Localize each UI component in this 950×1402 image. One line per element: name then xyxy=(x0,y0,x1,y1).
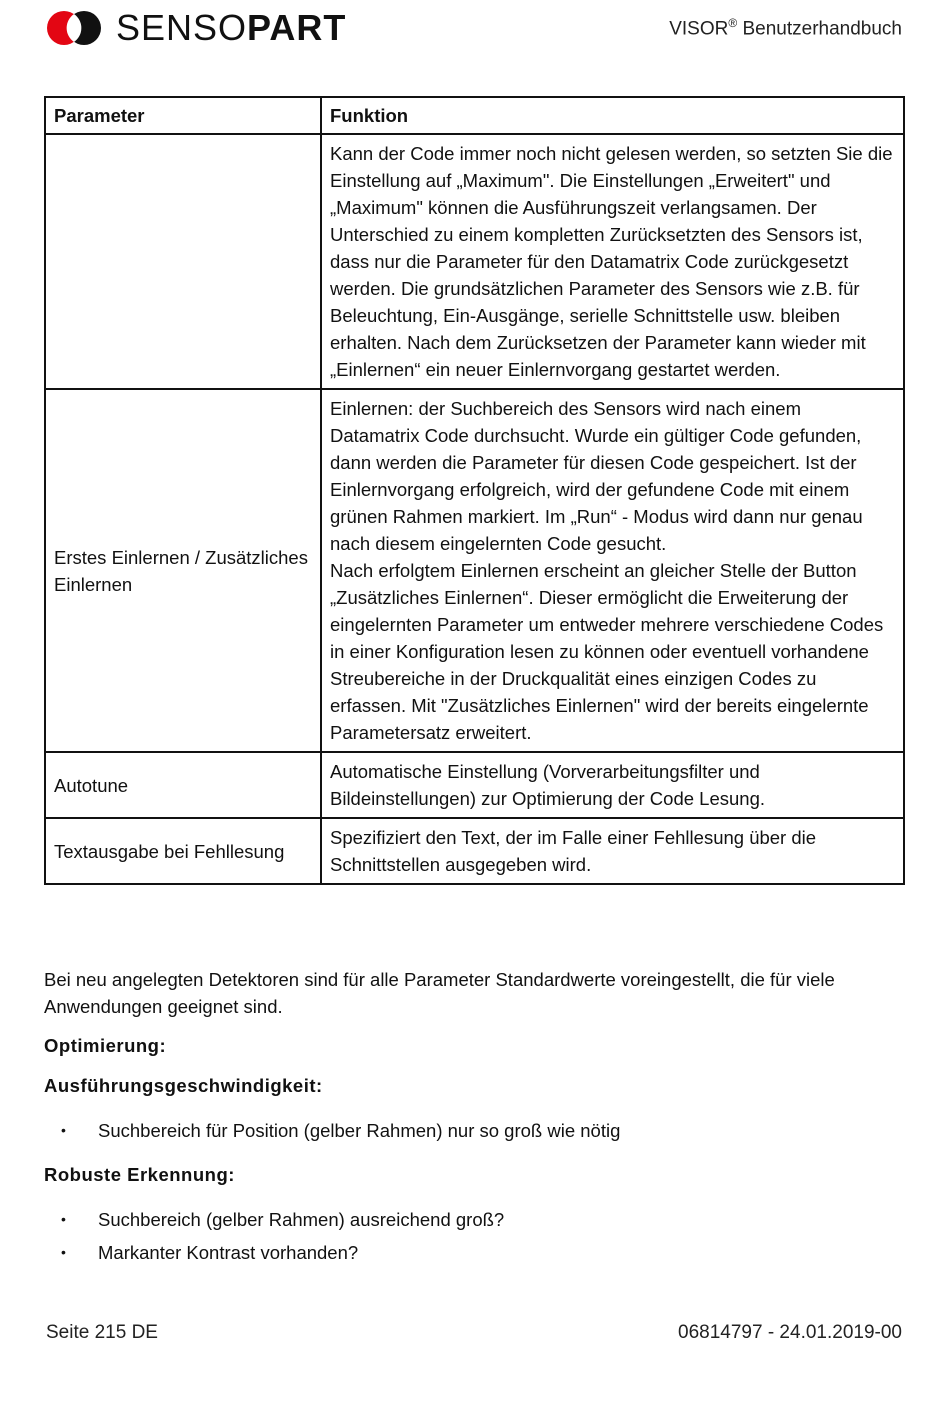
table-header-row xyxy=(45,97,904,134)
function-cell xyxy=(321,389,904,752)
table-row xyxy=(45,134,904,389)
document-number: 06814797 - 24.01.2019-00 xyxy=(678,1322,902,1343)
column-header-parameter: Parameter xyxy=(45,97,321,134)
heading-speed: Ausführungsgeschwindigkeit: xyxy=(44,1075,323,1096)
function-cell xyxy=(321,752,904,818)
sensopart-logo-icon xyxy=(46,10,102,46)
parameter-cell: Textausgabe bei Fehllesung xyxy=(45,818,321,884)
body-text xyxy=(44,966,914,1266)
speed-list xyxy=(44,1117,914,1144)
heading-optimierung: Optimierung: xyxy=(44,1035,167,1056)
registered-mark: ® xyxy=(728,16,738,30)
brand-name-bold: PART xyxy=(247,7,347,48)
table-row xyxy=(45,818,904,884)
table-row xyxy=(45,752,904,818)
function-text: Automatische Einstellung (Vorverarbeitungsfilter und Bildeinstellungen) zur Optimierung der Code Lesung. xyxy=(330,761,766,809)
parameter-cell: Erstes Einlernen / Zusätzliches Einlernen xyxy=(45,389,321,752)
list-item-text: Suchbereich (gelber Rahmen) ausreichend groß? xyxy=(98,1209,505,1230)
doc-title-suffix: Benutzerhandbuch xyxy=(737,18,902,40)
list-item xyxy=(44,1239,914,1266)
list-item-text: Markanter Kontrast vorhanden? xyxy=(98,1242,359,1263)
function-text: Einlernen: der Suchbereich des Sensors wird nach einem Datamatrix Code durchsucht. Wurde ein gültiger Code gefunden, dann werden die Parameter für diesen Code gespeichert. Ist der Einlernvorgang erfolgreich, wird der gefundene Code mit einem grünen Rahmen markiert. Im „Run“ - Modus wird dann nur genau nach diesem eingelernten Code gesucht. xyxy=(330,398,863,554)
parameter-cell xyxy=(45,134,321,389)
heading-robust: Robuste Erkennung: xyxy=(44,1164,235,1185)
bullet-icon: • xyxy=(61,1211,66,1227)
function-cell xyxy=(321,818,904,884)
column-header-function: Funktion xyxy=(321,97,904,134)
bullet-icon: • xyxy=(61,1122,66,1138)
function-text: Spezifiziert den Text, der im Falle einer Fehllesung über die Schnittstellen ausgegeben wird. xyxy=(330,827,817,875)
intro-paragraph: Bei neu angelegten Detektoren sind für alle Parameter Standardwerte voreingestellt, die für viele Anwendungen geeignet sind. xyxy=(44,969,835,1017)
sensopart-logo xyxy=(46,8,346,48)
page-number: Seite 215 DE xyxy=(46,1322,158,1343)
bullet-icon: • xyxy=(61,1244,66,1260)
table-row xyxy=(45,389,904,752)
parameter-cell: Autotune xyxy=(45,752,321,818)
function-cell xyxy=(321,134,904,389)
robust-list xyxy=(44,1206,914,1266)
list-item xyxy=(44,1117,914,1144)
brand-name-light: SENSO xyxy=(116,7,248,48)
parameter-table xyxy=(44,96,905,885)
list-item-text: Suchbereich für Position (gelber Rahmen) nur so groß wie nötig xyxy=(98,1120,621,1141)
list-item xyxy=(44,1206,914,1233)
function-text: Nach erfolgtem Einlernen erscheint an gleicher Stelle der Button „Zusätzliches Einlernen“. Dieser ermöglicht die Erweiterung der eingelernten Parameter um entweder mehrere verschiedene Codes in einer Konfiguration lesen zu können oder eventuell vorhandene Streubereiche in der Druckqualität eines einzigen Codes zu erfassen. Mit "Zusätzliches Einlernen" wird der bereits eingelernte Parametersatz erweitert. xyxy=(330,560,884,743)
doc-title-prefix: VISOR xyxy=(669,18,729,40)
brand-name xyxy=(116,8,346,48)
function-text: Kann der Code immer noch nicht gelesen werden, so setzten Sie die Einstellung auf „Maximum". Die Einstellungen „Erweitert" und „Maximum" können die Ausführungszeit verlangsamen. Der Unterschied zu einem kompletten Zurücksetzten des Sensors ist, dass nur die Parameter für den Datamatrix Code zurückgesetzt werden. Die grundsätzlichen Parameter des Sensors wie z.B. für Beleuchtung, Ein-Ausgänge, serielle Schnittstelle usw. bleiben erhalten. Nach dem Zurücksetzen der Parameter kann wieder mit „Einlernen“ ein neuer Einlernvorgang gestartet werden. xyxy=(330,143,893,380)
document-title xyxy=(669,16,902,40)
